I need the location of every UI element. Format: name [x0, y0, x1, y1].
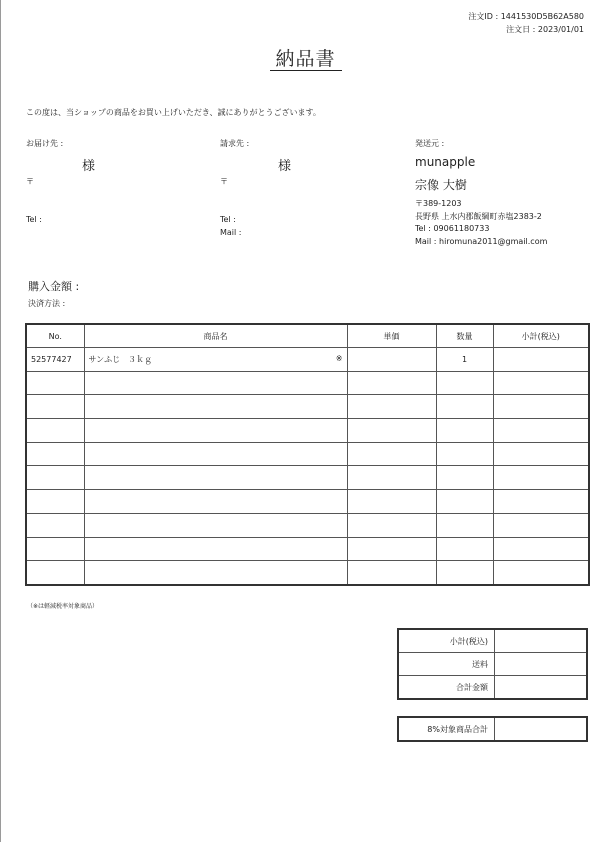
billing-honorific: 様 [278, 159, 292, 174]
billing-mail-label: Mail : [220, 228, 242, 237]
table-row [26, 395, 589, 419]
order-id-label: 注文ID : [468, 12, 499, 21]
cell-subtotal [493, 466, 589, 490]
cell-no [26, 371, 84, 395]
cell-unit-price [347, 442, 436, 466]
order-id [468, 11, 584, 22]
header-no: No. [26, 324, 84, 348]
summary-row-subtotal [398, 629, 587, 653]
cell-subtotal [493, 513, 589, 537]
table-row [26, 348, 589, 372]
cell-quantity: 1 [436, 348, 493, 372]
cell-quantity [436, 561, 493, 585]
table-row [26, 561, 589, 585]
delivery-postal-mark: 〒 [26, 177, 34, 186]
summary-total-value [495, 676, 588, 700]
cell-unit-price [347, 561, 436, 585]
tax8-value [495, 717, 588, 741]
cell-no [26, 513, 84, 537]
table-row [26, 419, 589, 443]
cell-unit-price [347, 466, 436, 490]
cell-unit-price [347, 348, 436, 372]
cell-product-name [84, 466, 347, 490]
cell-quantity [436, 513, 493, 537]
payment-method-label: 決済方法 : [28, 299, 66, 308]
header-unit-price: 単価 [347, 324, 436, 348]
reduced-tax-mark: ※ [335, 353, 343, 363]
cell-no [26, 466, 84, 490]
cell-subtotal [493, 348, 589, 372]
summary-subtotal-value [495, 629, 588, 653]
page-left-edge [0, 0, 1, 842]
order-date-value: 2023/01/01 [537, 25, 584, 34]
cell-subtotal [493, 395, 589, 419]
cell-unit-price [347, 371, 436, 395]
cell-unit-price [347, 513, 436, 537]
cell-no: 52577427 [26, 348, 84, 372]
cell-no [26, 561, 84, 585]
cell-quantity [436, 395, 493, 419]
cell-subtotal [493, 561, 589, 585]
cell-quantity [436, 371, 493, 395]
header-quantity: 数量 [436, 324, 493, 348]
sender-tel: Tel : 09061180733 [415, 224, 490, 233]
sender-postal: 〒389-1203 [415, 199, 462, 208]
order-date-label: 注文日 : [506, 25, 536, 34]
delivery-tel-label: Tel : [26, 215, 42, 224]
cell-product-name [84, 490, 347, 514]
cell-product-name [84, 561, 347, 585]
cell-no [26, 395, 84, 419]
summary-row-total [398, 676, 587, 700]
reduced-tax-footnote: （※は軽減税率対象商品） [27, 603, 99, 610]
cell-quantity [436, 537, 493, 561]
cell-quantity [436, 490, 493, 514]
cell-subtotal [493, 490, 589, 514]
cell-product-name [84, 419, 347, 443]
summary-row-shipping [398, 653, 587, 676]
cell-product-name [84, 513, 347, 537]
header-product-name: 商品名 [84, 324, 347, 348]
sender-address: 長野県 上水内郡飯綱町赤塩2383-2 [415, 212, 542, 221]
cell-subtotal [493, 442, 589, 466]
summary-shipping-label: 送料 [398, 653, 495, 676]
total-amount-label: 購入金額 : [28, 280, 80, 293]
table-row [26, 490, 589, 514]
cell-product-name [84, 371, 347, 395]
table-row [26, 442, 589, 466]
greeting-text: この度は、当ショップの商品をお買い上げいただき、誠にありがとうございます。 [26, 108, 321, 117]
cell-subtotal [493, 419, 589, 443]
cell-unit-price [347, 537, 436, 561]
sender-heading: 発送元 : [415, 139, 445, 148]
cell-product-name [84, 537, 347, 561]
product-name-text: サンふじ ３ｋｇ [88, 354, 153, 364]
order-id-value: 1441530D5B62A580 [500, 12, 584, 21]
table-row [26, 513, 589, 537]
items-table-header [26, 324, 589, 348]
cell-quantity [436, 466, 493, 490]
cell-no [26, 537, 84, 561]
billing-tel-label: Tel : [220, 215, 236, 224]
sender-person-name: 宗像 大樹 [415, 178, 467, 192]
cell-quantity [436, 419, 493, 443]
billing-heading: 請求先 : [220, 139, 250, 148]
sender-mail: Mail : hiromuna2011@gmail.com [415, 237, 548, 246]
cell-quantity [436, 442, 493, 466]
billing-postal-mark: 〒 [220, 177, 228, 186]
cell-product-name [84, 348, 347, 372]
table-row [26, 371, 589, 395]
cell-unit-price [347, 395, 436, 419]
header-subtotal: 小計(税込) [493, 324, 589, 348]
summary-shipping-value [495, 653, 588, 676]
title-underline [270, 70, 342, 71]
cell-subtotal [493, 371, 589, 395]
delivery-honorific: 様 [82, 159, 96, 174]
cell-no [26, 419, 84, 443]
cell-no [26, 490, 84, 514]
document-title: 納品書 [275, 48, 336, 70]
table-row [26, 537, 589, 561]
summary-table [397, 628, 588, 700]
order-date [506, 24, 584, 35]
cell-no [26, 442, 84, 466]
cell-product-name [84, 442, 347, 466]
cell-unit-price [347, 490, 436, 514]
cell-subtotal [493, 537, 589, 561]
tax8-summary-table [397, 716, 588, 742]
sender-shop-name: munapple [415, 155, 476, 169]
summary-row-tax8 [398, 717, 587, 741]
table-row [26, 466, 589, 490]
items-table [25, 323, 590, 586]
summary-subtotal-label: 小計(税込) [398, 629, 495, 653]
summary-total-label: 合計金額 [398, 676, 495, 700]
tax8-label: 8%対象商品合計 [398, 717, 495, 741]
cell-unit-price [347, 419, 436, 443]
cell-product-name [84, 395, 347, 419]
delivery-heading: お届け先 : [26, 139, 64, 148]
